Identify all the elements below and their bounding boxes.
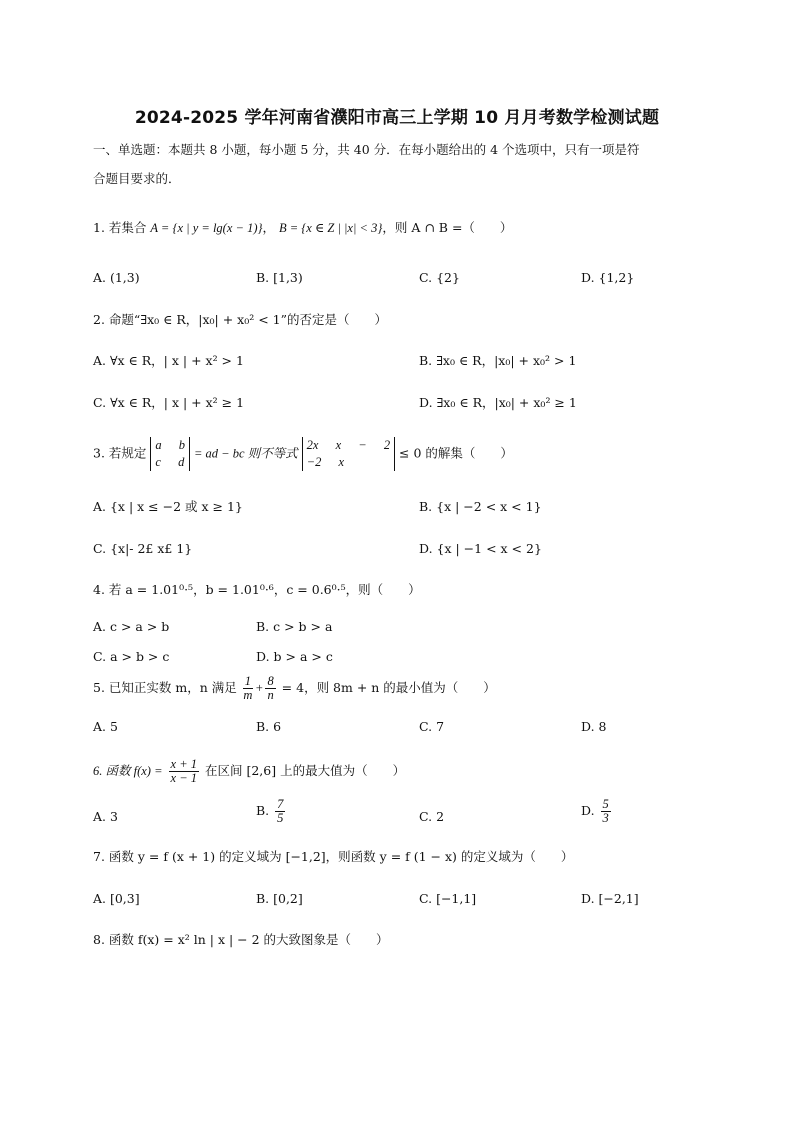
question-3-stem xyxy=(93,437,513,471)
q6-stem-prefix: 6. 函数 f(x) = xyxy=(93,764,163,778)
question-1-stem xyxy=(93,219,512,237)
question-5-stem xyxy=(93,675,496,702)
q3-det2-row1: 2x x − 2 xyxy=(306,438,391,452)
q5-option-b: B. 6 xyxy=(256,719,282,734)
q5-f2-denominator: n xyxy=(267,688,274,702)
q6-stem-suffix: 在区间 [2,6] 上的最大值为（ ） xyxy=(205,763,406,778)
q3-determinant-definition xyxy=(150,437,190,471)
q6-option-b xyxy=(256,798,287,825)
q6-option-a: A. 3 xyxy=(93,809,118,824)
q4-option-c: C. a > b > c xyxy=(93,649,170,664)
question-4-stem: 4. 若 a = 1.01⁰·⁵，b = 1.01⁰·⁶，c = 0.6⁰·⁵，则（ ） xyxy=(93,582,421,597)
q1-set-b: B = {x ∈ Z | |x| < 3} xyxy=(278,221,383,235)
question-6-stem xyxy=(93,758,405,785)
q1-option-b: B. [1,3) xyxy=(256,270,303,285)
q6-option-b-numerator: 7 xyxy=(277,797,284,811)
q6-option-b-fraction xyxy=(275,798,285,825)
q3-option-b: B. {x | −2 < x < 1} xyxy=(419,499,542,514)
q7-option-c: C. [−1,1] xyxy=(419,891,477,906)
q6-option-d-fraction xyxy=(601,798,611,825)
q3-det1-row2: c d xyxy=(155,455,185,469)
q4-option-b: B. c > b > a xyxy=(256,619,333,634)
q1-separator: ， xyxy=(262,220,275,235)
q6-denominator: x − 1 xyxy=(170,771,198,785)
q7-option-b: B. [0,2] xyxy=(256,891,303,906)
q6-option-d-denominator: 3 xyxy=(602,811,609,825)
q3-determinant-inequality xyxy=(302,437,395,471)
q7-option-d: D. [−2,1] xyxy=(581,891,639,906)
question-8-stem: 8. 函数 f(x) = x² ln | x | − 2 的大致图象是（ ） xyxy=(93,932,389,947)
q6-option-c: C. 2 xyxy=(419,809,445,824)
q6-option-b-denominator: 5 xyxy=(277,811,284,825)
q6-option-b-label: B. xyxy=(256,803,270,818)
q3-stem-prefix: 3. 若规定 xyxy=(93,445,147,461)
question-2-stem: 2. 命题“∃x₀ ∈ R，|x₀| + x₀² < 1”的否定是（ ） xyxy=(93,312,387,327)
q3-option-c: C. {x|- 2£ x£ 1} xyxy=(93,541,193,556)
q3-stem-suffix: ≤ 0 的解集（ ） xyxy=(399,445,513,461)
q3-option-d: D. {x | −1 < x < 2} xyxy=(419,541,542,556)
q3-option-a: A. {x | x ≤ −2 或 x ≥ 1} xyxy=(93,499,243,514)
q2-option-a: A. ∀x ∈ R，| x | + x² > 1 xyxy=(93,353,244,368)
q6-option-d-label: D. xyxy=(581,803,595,818)
q1-option-a: A. (1,3) xyxy=(93,270,140,285)
q5-f1-denominator: m xyxy=(243,688,253,702)
q4-option-a: A. c > a > b xyxy=(93,619,170,634)
page-title: 2024-2025 学年河南省濮阳市高三上学期 10 月月考数学检测试题 xyxy=(134,108,660,128)
q1-option-c: C. {2} xyxy=(419,270,460,285)
question-7-stem: 7. 函数 y = f (x + 1) 的定义域为 [−1,2]，则函数 y = f (1 − x) 的定义域为（ ） xyxy=(93,849,574,864)
q1-stem-suffix: ，则 A ∩ B =（ ） xyxy=(382,220,513,235)
q2-option-b: B. ∃x₀ ∈ R，|x₀| + x₀² > 1 xyxy=(419,353,577,368)
q1-set-a: A = {x | y = lg(x − 1)} xyxy=(150,221,263,235)
section-heading-line2: 合题目要求的． xyxy=(93,171,181,186)
q3-det1-row1: a b xyxy=(155,438,186,452)
q5-option-c: C. 7 xyxy=(419,719,445,734)
q1-option-d: D. {1,2} xyxy=(581,270,635,285)
q5-f2-numerator: 8 xyxy=(267,674,274,688)
q5-stem-prefix: 5. 已知正实数 m，n 满足 xyxy=(93,680,237,695)
q5-plus: + xyxy=(255,681,264,695)
q7-option-a: A. [0,3] xyxy=(93,891,140,906)
q6-option-d xyxy=(581,798,613,825)
q2-option-c: C. ∀x ∈ R，| x | + x² ≥ 1 xyxy=(93,395,245,410)
section-heading-line1: 一、单选题：本题共 8 小题，每小题 5 分，共 40 分．在每小题给出的 4 个选项中，只有一项是符 xyxy=(93,142,640,157)
q1-stem-prefix: 1. 若集合 xyxy=(93,220,147,235)
q5-f1-numerator: 1 xyxy=(244,674,251,688)
q5-option-a: A. 5 xyxy=(93,719,118,734)
q6-option-d-numerator: 5 xyxy=(602,797,609,811)
q5-stem-suffix: = 4，则 8m + n 的最小值为（ ） xyxy=(281,680,496,695)
q3-stem-middle: = ad − bc 则不等式 xyxy=(194,446,298,461)
q4-option-d: D. b > a > c xyxy=(256,649,333,664)
q2-option-d: D. ∃x₀ ∈ R，|x₀| + x₀² ≥ 1 xyxy=(419,395,577,410)
q6-fraction xyxy=(169,758,199,785)
q5-fraction-1 xyxy=(243,675,253,702)
q3-det2-row2: −2 x xyxy=(306,455,345,469)
q5-option-d: D. 8 xyxy=(581,719,607,734)
q6-numerator: x + 1 xyxy=(170,757,198,771)
q5-fraction-2 xyxy=(265,675,275,702)
